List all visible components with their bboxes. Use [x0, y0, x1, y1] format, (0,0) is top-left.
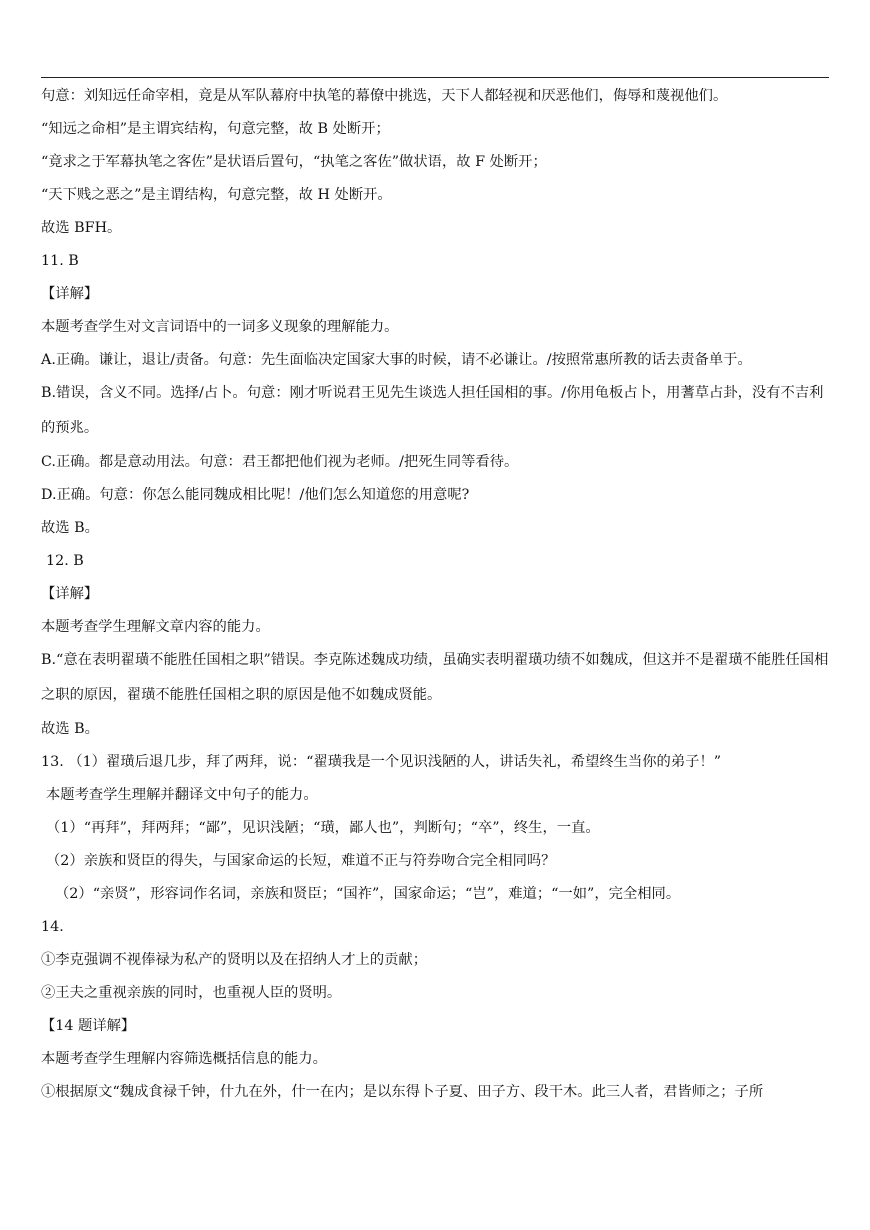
paragraph-11-option-d: D.正确。句意：你怎么能同魏成相比呢！/他们怎么知道您的用意呢?	[41, 487, 470, 503]
paragraph-14-intro: 本题考查学生理解内容筛选概括信息的能力。	[41, 1051, 327, 1067]
question-13-answer: 13. （1）翟璜后退几步，拜了两拜，说：“翟璜我是一个见识浅陋的人，讲话失礼，希望终生当你的弟子！”	[41, 754, 722, 770]
paragraph-13-intro: 本题考查学生理解并翻译文中句子的能力。	[46, 787, 318, 803]
question-11-answer: 11. B	[41, 253, 79, 269]
paragraph-break-h: “天下贱之恶之”是主谓结构，句意完整，故 H 处断开。	[41, 187, 392, 203]
paragraph-break-f: “竟求之于军幕执笔之客佐”是状语后置句，“执笔之客佐”做状语，故 F 处断开；	[41, 154, 547, 170]
detail-heading-11: 【详解】	[41, 286, 99, 302]
answer-q11: 故选 B。	[41, 520, 99, 536]
document-body	[41, 86, 831, 1115]
paragraph-13-part1-notes: （1）“再拜”，拜两拜；“鄙”，见识浅陋；“璜，鄙人也”，判断句；“卒”，终生，一直。	[46, 820, 600, 836]
paragraph-12-option-b: B.“意在表明翟璜不能胜任国相之职”错误。李克陈述魏成功绩，虽确实表明翟璜功绩不如魏成，但这并不是翟璜不能胜任国相之职的原因，翟璜不能胜任国相之职的原因是他不如魏成贤能。	[41, 652, 829, 703]
answer-q10: 故选 BFH。	[41, 220, 122, 236]
question-14-number: 14.	[41, 919, 64, 935]
paragraph-11-intro: 本题考查学生对文言词语中的一词多义现象的理解能力。	[41, 319, 399, 335]
paragraph-break-b: “知远之命相”是主谓宾结构，句意完整，故 B 处断开；	[41, 121, 390, 137]
paragraph-11-option-b: B.错误，含义不同。选择/占卜。句意：刚才听说君王见先生谈选人担任国相的事。/你用龟板占卜，用蓍草占卦，没有不吉利的预兆。	[41, 385, 824, 436]
paragraph-translation-meaning: 句意：刘知远任命宰相，竟是从军队幕府中执笔的幕僚中挑选，天下人都轻视和厌恶他们，侮辱和蔑视他们。	[41, 88, 728, 104]
question-12-answer: 12. B	[46, 553, 84, 569]
paragraph-13-part2-translation: （2）亲族和贤臣的得失，与国家命运的长短，难道不正与符券吻合完全相同吗？	[46, 853, 556, 869]
paragraph-13-part2-notes: （2）“亲贤”，形容词作名词，亲族和贤臣；“国祚”，国家命运；“岂”，难道；“一如”，完全相同。	[55, 886, 681, 902]
detail-heading-12: 【详解】	[41, 586, 99, 602]
paragraph-11-option-a: A.正确。谦让，退让/责备。句意：先生面临决定国家大事的时候，请不必谦让。/按照常惠所教的话去责备单于。	[41, 352, 752, 368]
paragraph-14-quote: ①根据原文“魏成食禄千钟，什九在外，什一在内；是以东得卜子夏、田子方、段干木。此三人者，君皆师之；子所	[41, 1084, 764, 1100]
paragraph-12-intro: 本题考查学生理解文章内容的能力。	[41, 619, 270, 635]
header-rule	[41, 77, 829, 78]
paragraph-14-point1: ①李克强调不视俸禄为私产的贤明以及在招纳人才上的贡献；	[41, 952, 428, 968]
paragraph-14-point2: ②王夫之重视亲族的同时，也重视人臣的贤明。	[41, 985, 342, 1001]
answer-q12: 故选 B。	[41, 721, 99, 737]
paragraph-11-option-c: C.正确。都是意动用法。句意：君王都把他们视为老师。/把死生同等看待。	[41, 454, 519, 470]
detail-heading-14: 【14 题详解】	[41, 1018, 136, 1034]
